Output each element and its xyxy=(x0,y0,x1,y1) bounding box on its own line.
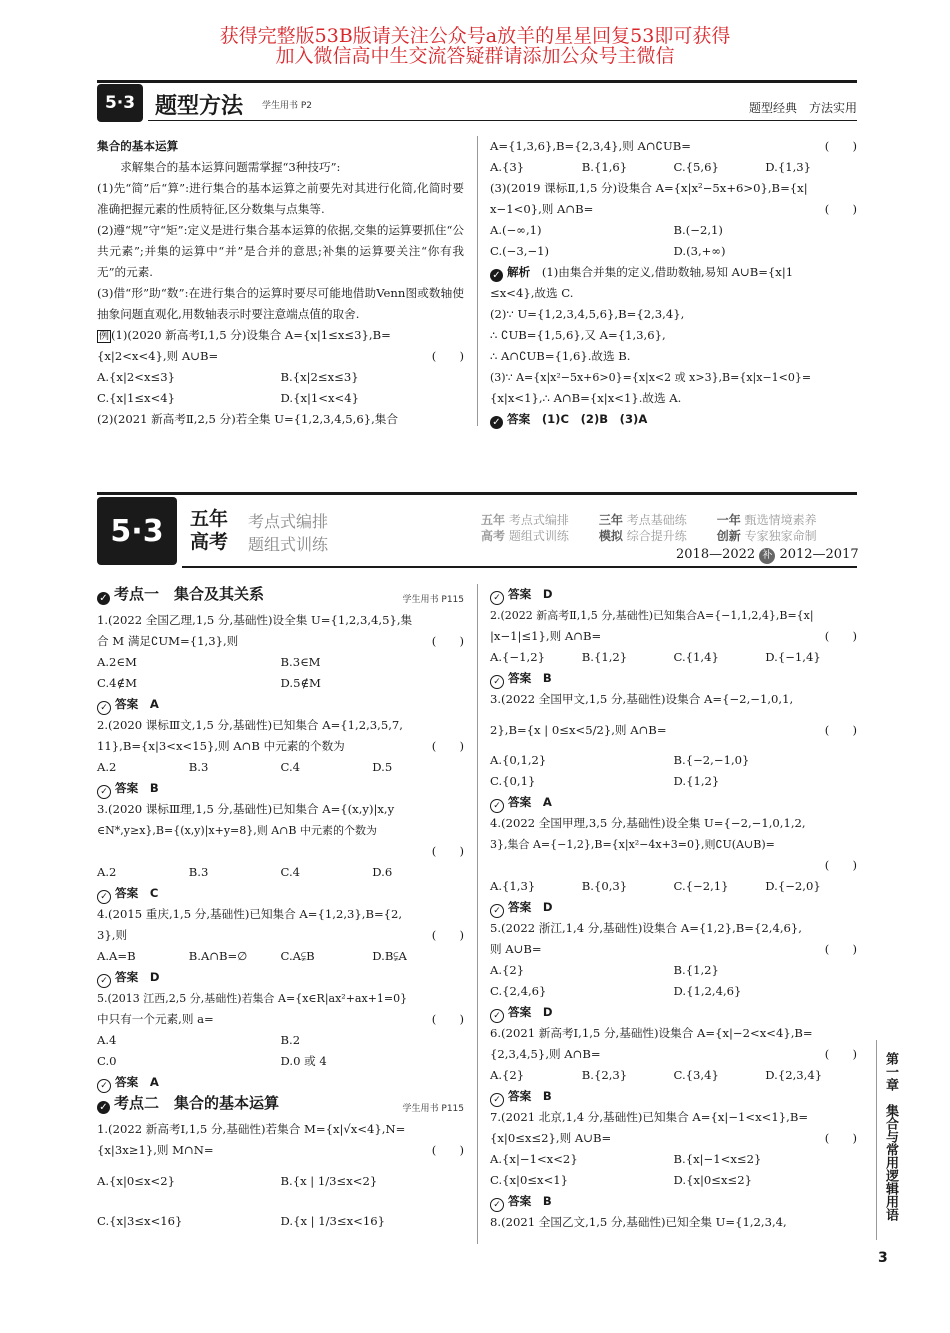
tag-desc: 考点基础练 xyxy=(626,513,687,527)
option: C.4 xyxy=(280,760,301,774)
option: B.{x|−1<x≤2} xyxy=(673,1152,762,1166)
answer-check-icon: ✓ xyxy=(490,1009,504,1023)
answer-check-icon: ✓ xyxy=(97,1079,111,1093)
methods-right-column xyxy=(490,136,857,430)
answer-paren: ( ) xyxy=(431,1143,464,1157)
answer-check-icon: ✓ xyxy=(97,974,111,988)
option: D.B⫋A xyxy=(372,949,407,963)
tag-desc: 甄选情境素养 xyxy=(744,513,817,527)
question-line: 7.(2021 北京,1,4 分,基础性)已知集合 A={x|−1<x<1},B= xyxy=(490,1110,809,1124)
answer-check-icon: ✓ xyxy=(490,1198,504,1212)
header-slogan: 题型经典 方法实用 xyxy=(748,101,857,115)
answer-paren: ( ) xyxy=(431,928,464,942)
answer-label: 答案 xyxy=(115,697,139,711)
years-older: 2012—2017 xyxy=(779,547,859,562)
example-3: (3)(2019 课标Ⅱ,1,5 分)设集合 A={x|x²−5x+6>0},B={x| xyxy=(490,181,808,195)
answer-value: (1)C (2)B (3)A xyxy=(541,412,648,426)
option: C.(−3,−1) xyxy=(490,244,550,258)
question-line: 3},集合 A={−1,2},B={x|x²−4x+3=0},则∁U(A∪B)= xyxy=(490,838,775,851)
option: B.{1,2} xyxy=(673,963,719,977)
question-line: 3.(2022 全国甲文,1,5 分,基础性)设集合 A={−2,−1,0,1, xyxy=(490,692,794,706)
years-recent: 2018—2022 xyxy=(676,547,756,562)
answer-value: D xyxy=(542,900,553,914)
example-label: 例 xyxy=(99,331,109,342)
answer-check-icon: ✓ xyxy=(490,675,504,689)
option: C.{x|1≤x<4} xyxy=(97,391,176,405)
answer-label: 答案 xyxy=(508,1005,532,1019)
methods-heading: 集合的基本运算 xyxy=(97,139,179,153)
question-line: 11},B={x|3<x<15},则 A∩B 中元素的个数为 xyxy=(97,739,345,753)
option: A.(−∞,1) xyxy=(490,223,542,237)
option: C.{x|3≤x<16} xyxy=(97,1214,183,1228)
answer-value: B xyxy=(542,1089,552,1103)
option: B.A∩B=∅ xyxy=(188,949,248,963)
big-subtitle-line-2: 题组式训练 xyxy=(248,535,329,554)
jiexi-label: 解析 xyxy=(507,265,531,279)
example-2: (2)(2021 新高考Ⅱ,2,5 分)若全集 U={1,2,3,4,5,6},集合 xyxy=(97,412,398,426)
answer-paren: ( ) xyxy=(431,844,464,858)
option: B.3 xyxy=(188,865,209,879)
question-line: |x−1|≤1},则 A∩B= xyxy=(490,629,602,643)
option: B.(−2,1) xyxy=(673,223,723,237)
option: D.5∉M xyxy=(280,676,321,690)
question-line: ∈N*,y≥x},B={(x,y)|x+y=8},则 A∩B 中元素的个数为 xyxy=(97,824,377,837)
answer-value: B xyxy=(542,1194,552,1208)
methods-intro: 求解集合的基本运算问题需掌握“3种技巧”: xyxy=(97,160,341,174)
big-subtitle-line-1: 考点式编排 xyxy=(248,512,329,531)
option: D.{x | 1/3≤x<16} xyxy=(280,1214,386,1228)
answer-value: B xyxy=(542,671,552,685)
answer-paren: ( ) xyxy=(431,634,464,648)
question-line: 5.(2022 浙江,1,4 分,基础性)设集合 A={1,2},B={2,4,6}, xyxy=(490,921,802,935)
answer-value: A xyxy=(149,697,159,711)
question-line: 4.(2015 重庆,1,5 分,基础性)已知集合 A={1,2,3},B={2, xyxy=(97,907,403,921)
year-range xyxy=(676,547,859,564)
answer-paren: ( ) xyxy=(824,202,857,216)
answer-paren: ( ) xyxy=(824,1131,857,1145)
kaodian-ref: 学生用书 P115 xyxy=(402,1104,464,1114)
option: A.A=B xyxy=(97,949,136,963)
option: C.4 xyxy=(280,865,301,879)
answer-value: D xyxy=(542,587,553,601)
big-subtitle xyxy=(248,510,328,556)
example-2-cont: A={1,3,6},B={2,3,4},则 A∩∁UB= xyxy=(490,139,691,153)
tag: 模拟 xyxy=(598,529,623,543)
option: D.{1,2} xyxy=(673,774,720,788)
answer-value: B xyxy=(149,781,159,795)
option: D.(3,+∞) xyxy=(673,244,726,258)
column-divider xyxy=(477,136,478,426)
question-line: 3},则 xyxy=(97,928,128,942)
option: D.{x|0≤x≤2} xyxy=(673,1173,752,1187)
option: B.3∈M xyxy=(280,655,321,669)
option: B.{−2,−1,0} xyxy=(673,753,750,767)
answer-check-icon: ✓ xyxy=(97,785,111,799)
option: D.{−2,0} xyxy=(765,879,821,893)
question-line: 1.(2022 新高考Ⅰ,1,5 分,基础性)若集合 M={x|√x<4},N= xyxy=(97,1122,406,1136)
answer-label: 答案 xyxy=(115,886,139,900)
answer-check-icon: ✓ xyxy=(490,799,504,813)
answer-paren: ( ) xyxy=(824,942,857,956)
header2-underline xyxy=(182,566,857,568)
answer-label: 答案 xyxy=(508,900,532,914)
watermark-line-1: 获得完整版53B版请关注公众号a放羊的星星回复53即可获得 xyxy=(219,25,731,47)
option: B.3 xyxy=(188,760,209,774)
header-rule xyxy=(97,80,857,83)
answer-label: 答案 xyxy=(508,587,532,601)
tag-desc: 考点式编排 xyxy=(508,513,569,527)
option: B.2 xyxy=(280,1033,301,1047)
option: A.2 xyxy=(97,865,117,879)
page-number: 3 xyxy=(878,1250,888,1266)
option: A.{0,1,2} xyxy=(490,753,547,767)
question-line: 3.(2020 课标Ⅲ理,1,5 分,基础性)已知集合 A={(x,y)|x,y xyxy=(97,802,395,816)
check-icon: ✓ xyxy=(97,1101,110,1114)
check-icon: ✓ xyxy=(97,592,110,605)
option: B.{x | 1/3≤x<2} xyxy=(280,1174,378,1188)
kaodian-1-title: 考点一 集合及其关系 xyxy=(114,585,265,603)
section-title-methods: 题型方法 xyxy=(155,94,244,119)
question-line: 中只有一个元素,则 a= xyxy=(97,1012,214,1026)
option: B.{0,3} xyxy=(581,879,628,893)
question-line: 2.(2022 新高考Ⅱ,1,5 分,基础性)已知集合A={−1,1,2,4},B={x| xyxy=(490,609,814,622)
kaodian-ref: 学生用书 P115 xyxy=(402,595,464,605)
answer-value: C xyxy=(149,886,159,900)
option: A.{3} xyxy=(490,160,525,174)
answer-paren: ( ) xyxy=(824,858,857,872)
option: B.{1,2} xyxy=(581,650,628,664)
option: D.6 xyxy=(372,865,393,879)
answer-paren: ( ) xyxy=(824,629,857,643)
logo-53: 5·3 xyxy=(97,84,143,122)
check-icon: ✓ xyxy=(490,269,503,282)
option: C.{5,6} xyxy=(673,160,719,174)
jiexi-line: ∴ A∩∁UB={1,6}.故选 B. xyxy=(490,349,631,363)
tag-desc: 专家独家命制 xyxy=(744,529,817,543)
option: A.{1,3} xyxy=(490,879,536,893)
question-line: {x|0≤x≤2},则 A∪B= xyxy=(490,1131,612,1145)
option: C.A⫋B xyxy=(280,949,315,963)
option: B.{2,3} xyxy=(581,1068,628,1082)
question-line: 4.(2022 全国甲理,3,5 分,基础性)设全集 U={−2,−1,0,1,2, xyxy=(490,816,806,830)
answer-paren: ( ) xyxy=(431,349,464,363)
supplement-badge: 补 xyxy=(759,548,775,564)
option: A.{2} xyxy=(490,1068,525,1082)
methods-left-column xyxy=(97,136,464,430)
tag: 高考 xyxy=(481,529,506,543)
answer-check-icon: ✓ xyxy=(490,904,504,918)
jiexi-line: ≤x<4},故选 C. xyxy=(490,286,574,300)
watermark-line-2: 加入微信高中生交流答疑群请添加公众号主微信 xyxy=(275,45,675,67)
answer-value: A xyxy=(149,1075,159,1089)
option: D.{−1,4} xyxy=(765,650,821,664)
method-2: (2)遵“规”守“矩”:定义是进行集合基本运算的依据,交集的运算要抓住“公共元素”;并集的运算中“并”是合并的意思;补集的运算要关注“你有我无”的元素. xyxy=(97,223,464,279)
big-title xyxy=(190,508,228,554)
questions-left-column xyxy=(97,584,464,1241)
method-3: (3)借“形”助“数”:在进行集合的运算时要尽可能地借助Venn图或数轴使抽象问题直观化,用数轴表示时要注意端点值的取舍. xyxy=(97,286,464,321)
answer-label: 答案 xyxy=(115,1075,139,1089)
jiexi-line: (1)由集合并集的定义,借助数轴,易知 A∪B={x|1 xyxy=(541,265,794,279)
jiexi-line: (2)∵ U={1,2,3,4,5,6},B={2,3,4}, xyxy=(490,307,685,321)
answer-paren: ( ) xyxy=(824,723,857,737)
option: A.{x|−1<x<2} xyxy=(490,1152,578,1166)
option: D.{1,3} xyxy=(765,160,812,174)
option: A.2∈M xyxy=(97,655,137,669)
answer-label: 答案 xyxy=(507,412,531,426)
example-1-cont: {x|2<x<4},则 A∪B= xyxy=(97,349,219,363)
option: C.4∉M xyxy=(97,676,137,690)
question-line: 2.(2020 课标Ⅲ文,1,5 分,基础性)已知集合 A={1,2,3,5,7, xyxy=(97,718,403,732)
example-1: (1)(2020 新高考Ⅰ,1,5 分)设集合 A={x|1≤x≤3},B= xyxy=(111,328,391,342)
option: D.{1,2,4,6} xyxy=(673,984,742,998)
option: A.{x|2<x≤3} xyxy=(97,370,175,384)
tag: 三年 xyxy=(598,513,623,527)
option: C.0 xyxy=(97,1054,117,1068)
answer-paren: ( ) xyxy=(824,139,857,153)
chapter-side-label: 第一章 集合与常用逻辑用语 xyxy=(883,1052,898,1221)
answer-paren: ( ) xyxy=(431,1012,464,1026)
big-title-line-1: 五年 xyxy=(190,508,229,530)
questions-right-column xyxy=(490,584,857,1233)
tag: 五年 xyxy=(481,513,506,527)
answer-paren: ( ) xyxy=(431,739,464,753)
jiexi-line: (3)∵ A={x|x²−5x+6>0}={x|x<2 或 x>3},B={x|x−1<0}= xyxy=(490,371,812,384)
question-line: 则 A∪B= xyxy=(490,942,542,956)
option: A.2 xyxy=(97,760,117,774)
option: C.{x|0≤x<1} xyxy=(490,1173,569,1187)
option: C.{3,4} xyxy=(673,1068,719,1082)
side-divider xyxy=(876,1040,877,1240)
answer-check-icon: ✓ xyxy=(490,591,504,605)
answer-label: 答案 xyxy=(508,1194,532,1208)
logo-53-large: 5·3 xyxy=(97,497,177,565)
answer-value: A xyxy=(542,795,552,809)
series-tags xyxy=(481,512,817,544)
question-line: 5.(2013 江西,2,5 分,基础性)若集合 A={x∈R|ax²+ax+1=0} xyxy=(97,992,408,1005)
answer-check-icon: ✓ xyxy=(490,1093,504,1107)
question-line: {x|3x≥1},则 M∩N= xyxy=(97,1143,214,1157)
question-line: 6.(2021 新高考Ⅰ,1,5 分,基础性)设集合 A={x|−2<x<4},B= xyxy=(490,1026,813,1040)
option: A.4 xyxy=(97,1033,117,1047)
check-icon: ✓ xyxy=(490,416,503,429)
answer-value: D xyxy=(542,1005,553,1019)
option: A.{x|0≤x<2} xyxy=(97,1174,175,1188)
option: D.0 或 4 xyxy=(280,1054,327,1068)
question-line: 1.(2022 全国乙理,1,5 分,基础性)设全集 U={1,2,3,4,5},集 xyxy=(97,613,413,627)
tag: 一年 xyxy=(716,513,741,527)
answer-label: 答案 xyxy=(508,671,532,685)
question-line: 2},B={x | 0≤x<5/2},则 A∩B= xyxy=(490,723,667,737)
option: B.{1,6} xyxy=(581,160,628,174)
option: A.{−1,2} xyxy=(490,650,545,664)
tag-desc: 题组式训练 xyxy=(508,529,569,543)
tag-desc: 综合提升练 xyxy=(626,529,687,543)
method-1: (1)先“简”后“算”:进行集合的基本运算之前要先对其进行化简,化简时要准确把握元素的性质特征,区分数集与点集等. xyxy=(97,181,464,216)
option: C.{2,4,6} xyxy=(490,984,547,998)
answer-label: 答案 xyxy=(115,970,139,984)
answer-paren: ( ) xyxy=(824,1047,857,1061)
jiexi-line: ∴ ∁UB={1,5,6},又 A={1,3,6}, xyxy=(490,328,666,342)
big-title-line-2: 高考 xyxy=(190,531,229,553)
answer-label: 答案 xyxy=(508,795,532,809)
option: D.{x|1<x<4} xyxy=(280,391,359,405)
student-book-ref: 学生用书 P2 xyxy=(262,101,313,111)
answer-check-icon: ✓ xyxy=(97,890,111,904)
option: C.{0,1} xyxy=(490,774,536,788)
option: C.{−2,1} xyxy=(673,879,729,893)
answer-check-icon: ✓ xyxy=(97,701,111,715)
option: D.5 xyxy=(372,760,393,774)
answer-label: 答案 xyxy=(508,1089,532,1103)
example-3-cont: x−1<0},则 A∩B= xyxy=(490,202,594,216)
column-divider xyxy=(477,584,478,1244)
option: D.{2,3,4} xyxy=(765,1068,823,1082)
kaodian-2-title: 考点二 集合的基本运算 xyxy=(114,1094,280,1112)
header-underline xyxy=(148,120,857,121)
question-line: {2,3,4,5},则 A∩B= xyxy=(490,1047,601,1061)
option: C.{1,4} xyxy=(673,650,719,664)
answer-value: D xyxy=(149,970,160,984)
header2-rule xyxy=(97,492,857,495)
tag: 创新 xyxy=(716,529,741,543)
question-line: 合 M 满足∁UM={1,3},则 xyxy=(97,634,239,648)
answer-label: 答案 xyxy=(115,781,139,795)
question-line: 8.(2021 全国乙文,1,5 分,基础性)已知全集 U={1,2,3,4, xyxy=(490,1215,787,1229)
option: A.{2} xyxy=(490,963,525,977)
option: B.{x|2≤x≤3} xyxy=(280,370,359,384)
jiexi-line: {x|x<1},∴ A∩B={x|x<1}.故选 A. xyxy=(490,391,682,405)
